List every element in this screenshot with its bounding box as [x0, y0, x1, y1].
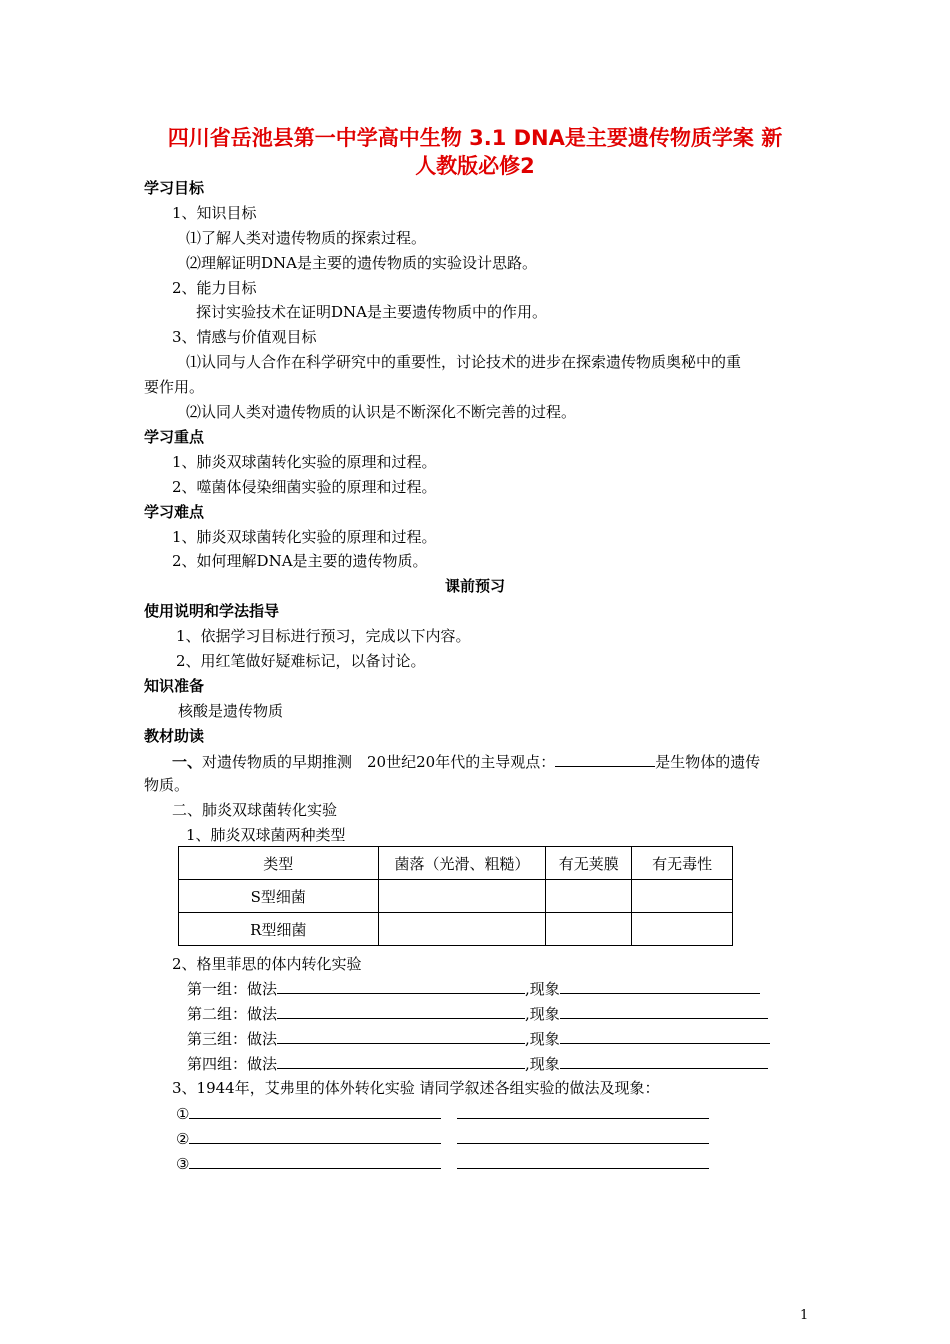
difficulty-2: 2、如何理解DNA是主要的遗传物质。 [172, 552, 428, 570]
phenomenon-blank[interactable] [560, 1003, 768, 1019]
method-blank[interactable] [277, 1053, 525, 1069]
prep-text: 核酸是遗传物质 [178, 702, 284, 720]
document-title-line1: 四川省岳池县第一中学高中生物 3.1 DNA是主要遗传物质学案 新 [167, 126, 783, 150]
phenomenon-blank[interactable] [560, 1028, 770, 1044]
ability-goal: 2、能力目标 [172, 279, 257, 297]
guide-item-1: 1、依据学习目标进行预习，完成以下内容。 [176, 627, 471, 645]
method-blank[interactable] [277, 1003, 525, 1019]
group-sep: ,现象 [525, 1005, 560, 1023]
table-cell-empty[interactable] [546, 880, 632, 913]
emotion-item-1: ⑴认同与人合作在科学研究中的重要性，讨论技术的进步在探索遗传物质奥秘中的重 [186, 353, 742, 371]
group-label: 第一组：做法 [187, 980, 278, 998]
table-cell-empty[interactable] [546, 913, 632, 946]
objectives-heading: 学习目标 [144, 179, 205, 197]
group-sep: ,现象 [525, 980, 560, 998]
avery-row [176, 1128, 709, 1149]
knowledge-item-2: ⑵理解证明DNA是主要的遗传物质的实验设计思路。 [186, 254, 537, 272]
emotion-item-1-cont: 要作用。 [144, 378, 205, 396]
group-row [187, 1028, 770, 1049]
section2-sub2: 2、格里菲思的体内转化实验 [172, 955, 362, 973]
guide-heading: 使用说明和学法指导 [144, 602, 280, 620]
item-marker: ② [176, 1130, 190, 1148]
prep-heading: 知识准备 [144, 677, 205, 695]
table-header-cell: 类型 [179, 847, 379, 880]
table-header-cell: 有无毒性 [632, 847, 733, 880]
key-point-2: 2、噬菌体侵染细菌实验的原理和过程。 [172, 478, 437, 496]
table-row [179, 913, 733, 946]
avery-blank-left[interactable] [189, 1103, 441, 1119]
reading-heading: 教材助读 [144, 727, 205, 745]
avery-blank-right[interactable] [457, 1103, 709, 1119]
table-cell-empty[interactable] [632, 913, 733, 946]
avery-row [176, 1103, 709, 1124]
group-label: 第三组：做法 [187, 1030, 278, 1048]
key-points-heading: 学习重点 [144, 428, 205, 446]
table-cell: S型细菌 [179, 880, 379, 913]
group-row [187, 1053, 768, 1074]
section1-line [172, 751, 760, 772]
group-row [187, 978, 760, 999]
avery-blank-right[interactable] [457, 1128, 709, 1144]
table-row [179, 880, 733, 913]
table-header-cell: 有无荚膜 [546, 847, 632, 880]
table-cell-empty[interactable] [632, 880, 733, 913]
avery-row [176, 1153, 709, 1174]
section1-text-c: 物质。 [144, 776, 190, 794]
preview-heading: 课前预习 [444, 577, 505, 595]
avery-blank-left[interactable] [189, 1153, 441, 1169]
section2-sub3: 3、1944年，艾弗里的体外转化实验 请同学叙述各组实验的做法及现象： [172, 1079, 660, 1097]
phenomenon-blank[interactable] [560, 1053, 768, 1069]
group-sep: ,现象 [525, 1030, 560, 1048]
bacteria-type-table [178, 846, 733, 946]
emotion-goal: 3、情感与价值观目标 [172, 328, 317, 346]
ability-item-1: 探讨实验技术在证明DNA是主要遗传物质中的作用。 [196, 303, 547, 321]
difficulties-heading: 学习难点 [144, 503, 205, 521]
table-cell-empty[interactable] [378, 913, 546, 946]
section1-blank[interactable] [555, 751, 655, 767]
section2-heading: 二、肺炎双球菌转化实验 [172, 801, 338, 819]
method-blank[interactable] [277, 1028, 525, 1044]
page-number: 1 [800, 1308, 809, 1323]
section1-text-b: 是生物体的遗传 [655, 753, 761, 771]
group-sep: ,现象 [525, 1055, 560, 1073]
section2-sub1: 1、肺炎双球菌两种类型 [186, 826, 346, 844]
table-header-cell: 菌落（光滑、粗糙） [378, 847, 546, 880]
table-header-row [179, 847, 733, 880]
emotion-item-2: ⑵认同人类对遗传物质的认识是不断深化不断完善的过程。 [186, 403, 577, 421]
table-cell-empty[interactable] [378, 880, 546, 913]
avery-blank-left[interactable] [189, 1128, 441, 1144]
avery-blank-right[interactable] [457, 1153, 709, 1169]
difficulty-1: 1、肺炎双球菌转化实验的原理和过程。 [172, 528, 437, 546]
key-point-1: 1、肺炎双球菌转化实验的原理和过程。 [172, 453, 437, 471]
knowledge-item-1: ⑴了解人类对遗传物质的探索过程。 [186, 229, 427, 247]
item-marker: ① [176, 1105, 190, 1123]
knowledge-goal: 1、知识目标 [172, 204, 257, 222]
method-blank[interactable] [277, 978, 525, 994]
guide-item-2: 2、用红笔做好疑难标记，以备讨论。 [176, 652, 426, 670]
group-row [187, 1003, 768, 1024]
phenomenon-blank[interactable] [560, 978, 760, 994]
group-label: 第二组：做法 [187, 1005, 278, 1023]
section1-number: 一、 [172, 753, 203, 771]
item-marker: ③ [176, 1155, 190, 1173]
table-cell: R型细菌 [179, 913, 379, 946]
section1-text-a: 对遗传物质的早期推测 20世纪20年代的主导观点： [202, 753, 556, 771]
document-title-line2: 人教版必修2 [415, 154, 535, 178]
group-label: 第四组：做法 [187, 1055, 278, 1073]
